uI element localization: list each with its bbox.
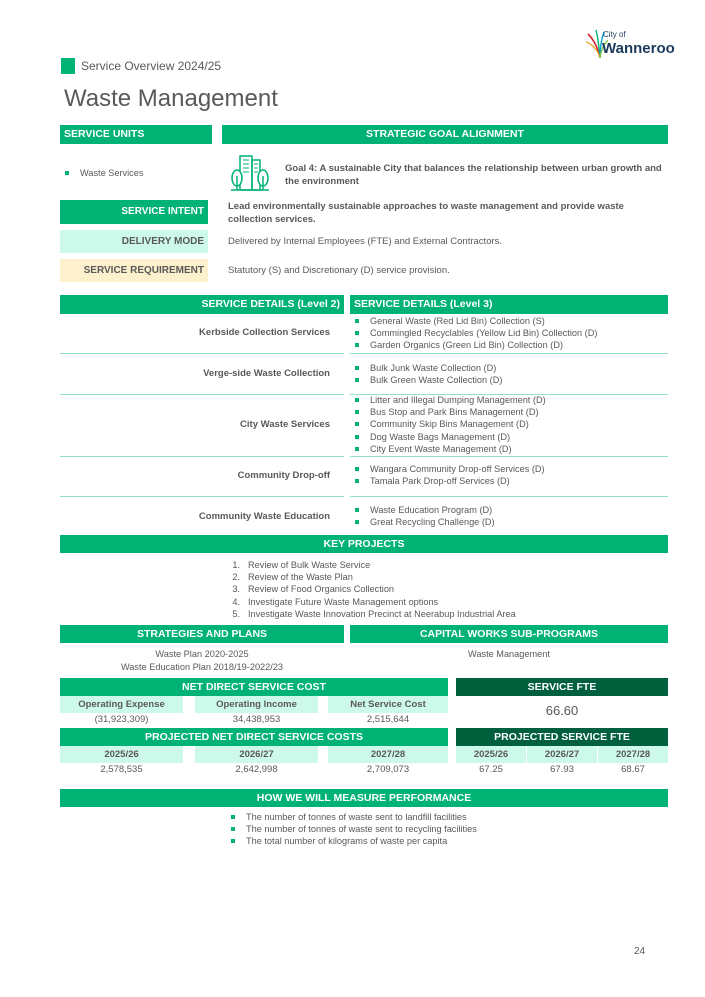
performance-item: The number of tonnes of waste sent to recycling facilities xyxy=(226,823,646,835)
projected-cost-col-header: 2025/26 xyxy=(60,746,183,763)
performance-item: The total number of kilograms of waste per capita xyxy=(226,835,646,847)
service-requirement-text: Statutory (S) and Discretionary (D) service provision. xyxy=(228,265,450,276)
row-divider xyxy=(350,353,668,354)
city-logo xyxy=(586,28,676,62)
projected-fte-value: 67.25 xyxy=(479,764,503,775)
projected-cost-col-header: 2026/27 xyxy=(195,746,318,763)
net-cost-heading: NET DIRECT SERVICE COST xyxy=(60,678,448,696)
service-l3-item: Wangara Community Drop-off Services (D) xyxy=(350,463,668,475)
projected-fte-value: 67.93 xyxy=(550,764,574,775)
performance-heading: HOW WE WILL MEASURE PERFORMANCE xyxy=(60,789,668,807)
strategy-item: Waste Education Plan 2018/19-2022/23 xyxy=(120,661,284,672)
service-l3-list xyxy=(350,362,668,386)
service-requirement-label: SERVICE REQUIREMENT xyxy=(60,259,208,282)
projected-cost-value: 2,578,535 xyxy=(100,764,143,775)
delivery-mode-label: DELIVERY MODE xyxy=(60,230,208,253)
net-cost-value: 34,438,953 xyxy=(232,714,281,725)
logo-line2: Wanneroo xyxy=(602,40,675,57)
capital-works-item: Waste Management xyxy=(468,649,550,659)
performance-list xyxy=(226,811,646,848)
projected-cost-value: 2,709,073 xyxy=(366,764,410,775)
service-intent-text: Lead environmentally sustainable approaches to waste management and provide waste collection services. xyxy=(228,201,624,225)
key-projects-list xyxy=(226,559,646,620)
service-l3-item: City Event Waste Management (D) xyxy=(350,443,668,455)
projected-cost-col-header: 2027/28 xyxy=(328,746,448,763)
projected-costs-heading: PROJECTED NET DIRECT SERVICE COSTS xyxy=(60,728,448,746)
net-cost-value: 2,515,644 xyxy=(366,714,410,725)
service-details-l3-heading: SERVICE DETAILS (Level 3) xyxy=(350,295,668,314)
service-l3-list xyxy=(350,463,668,487)
service-l3-item: Bus Stop and Park Bins Management (D) xyxy=(350,406,668,418)
service-intent-label: SERVICE INTENT xyxy=(60,200,208,224)
service-l3-list xyxy=(350,504,668,528)
net-cost-value: (31,923,309) xyxy=(94,714,149,725)
service-l2-item: Community Waste Education xyxy=(198,511,330,522)
row-divider xyxy=(350,496,668,497)
strategic-goal-icon xyxy=(230,154,270,192)
strategy-item: Waste Plan 2020-2025 xyxy=(155,649,249,659)
service-fte-heading: SERVICE FTE xyxy=(456,678,668,696)
service-l3-item: Dog Waste Bags Management (D) xyxy=(350,431,668,443)
strategic-goal-text: Goal 4: A sustainable City that balances the relationship between urban growth and the environment xyxy=(285,163,662,187)
page-title: Waste Management xyxy=(64,85,278,112)
key-project-item: 2. Review of the Waste Plan xyxy=(232,572,353,583)
key-project-item: 3. Review of Food Organics Collection xyxy=(232,584,395,595)
delivery-mode-text: Delivered by Internal Employees (FTE) and External Contractors. xyxy=(228,236,503,247)
service-l3-item: Tamala Park Drop-off Services (D) xyxy=(350,475,668,487)
row-divider xyxy=(60,496,344,497)
logo-line1: City of xyxy=(603,30,626,39)
service-l3-list xyxy=(350,315,668,352)
service-l3-item: Great Recycling Challenge (D) xyxy=(350,516,668,528)
capital-works-heading: CAPITAL WORKS SUB-PROGRAMS xyxy=(350,625,668,643)
key-project-item: 1. Review of Bulk Waste Service xyxy=(232,560,371,570)
service-l2-item: Community Drop-off xyxy=(237,470,330,481)
service-l2-item: City Waste Services xyxy=(240,419,330,430)
service-l2-item: Verge-side Waste Collection xyxy=(203,368,330,379)
section-marker xyxy=(61,58,75,74)
service-l3-item: Garden Organics (Green Lid Bin) Collection (D) xyxy=(350,339,668,351)
projected-fte-value: 68.67 xyxy=(621,764,645,775)
strategic-goal-heading: STRATEGIC GOAL ALIGNMENT xyxy=(222,125,668,144)
net-cost-col-header: Operating Expense xyxy=(60,696,183,713)
service-l3-item: Community Skip Bins Management (D) xyxy=(350,418,668,430)
row-divider xyxy=(60,353,344,354)
service-details-l2-heading: SERVICE DETAILS (Level 2) xyxy=(60,295,344,314)
service-units-list xyxy=(60,167,210,179)
capital-works-list xyxy=(350,648,668,661)
section-label: Service Overview 2024/25 xyxy=(81,59,222,73)
service-l3-list xyxy=(350,394,668,455)
net-cost-col-header: Operating Income xyxy=(195,696,318,713)
strategies-heading: STRATEGIES AND PLANS xyxy=(60,625,344,643)
projected-cost-value: 2,642,998 xyxy=(235,764,278,775)
page-number: 24 xyxy=(634,946,646,957)
service-l3-item: Bulk Junk Waste Collection (D) xyxy=(350,362,668,374)
service-fte-value: 66.60 xyxy=(545,703,579,718)
service-unit-item: Waste Services xyxy=(60,167,210,179)
service-l3-item: Bulk Green Waste Collection (D) xyxy=(350,374,668,386)
performance-item: The number of tonnes of waste sent to landfill facilities xyxy=(226,811,646,823)
service-l3-item: General Waste (Red Lid Bin) Collection (S) xyxy=(350,315,668,327)
strategies-list xyxy=(60,648,344,673)
projected-fte-col-header: 2026/27 xyxy=(527,746,597,763)
projected-fte-heading: PROJECTED SERVICE FTE xyxy=(456,728,668,746)
service-l3-item: Commingled Recyclables (Yellow Lid Bin) Collection (D) xyxy=(350,327,668,339)
projected-fte-col-header: 2025/26 xyxy=(456,746,526,763)
row-divider xyxy=(60,394,344,395)
row-divider xyxy=(350,456,668,457)
service-l2-item: Kerbside Collection Services xyxy=(199,327,330,338)
key-projects-heading: KEY PROJECTS xyxy=(60,535,668,553)
row-divider xyxy=(60,456,344,457)
service-l3-item: Litter and Illegal Dumping Management (D) xyxy=(350,394,668,406)
projected-fte-col-header: 2027/28 xyxy=(598,746,668,763)
key-project-item: 5. Investigate Waste Innovation Precinct at Neerabup Industrial Area xyxy=(232,608,516,619)
city-buildings-trees-icon xyxy=(230,154,270,192)
service-units-heading: SERVICE UNITS xyxy=(60,125,212,144)
key-project-item: 4. Investigate Future Waste Management options xyxy=(232,596,439,607)
net-cost-col-header: Net Service Cost xyxy=(328,696,448,713)
service-l3-item: Waste Education Program (D) xyxy=(350,504,668,516)
